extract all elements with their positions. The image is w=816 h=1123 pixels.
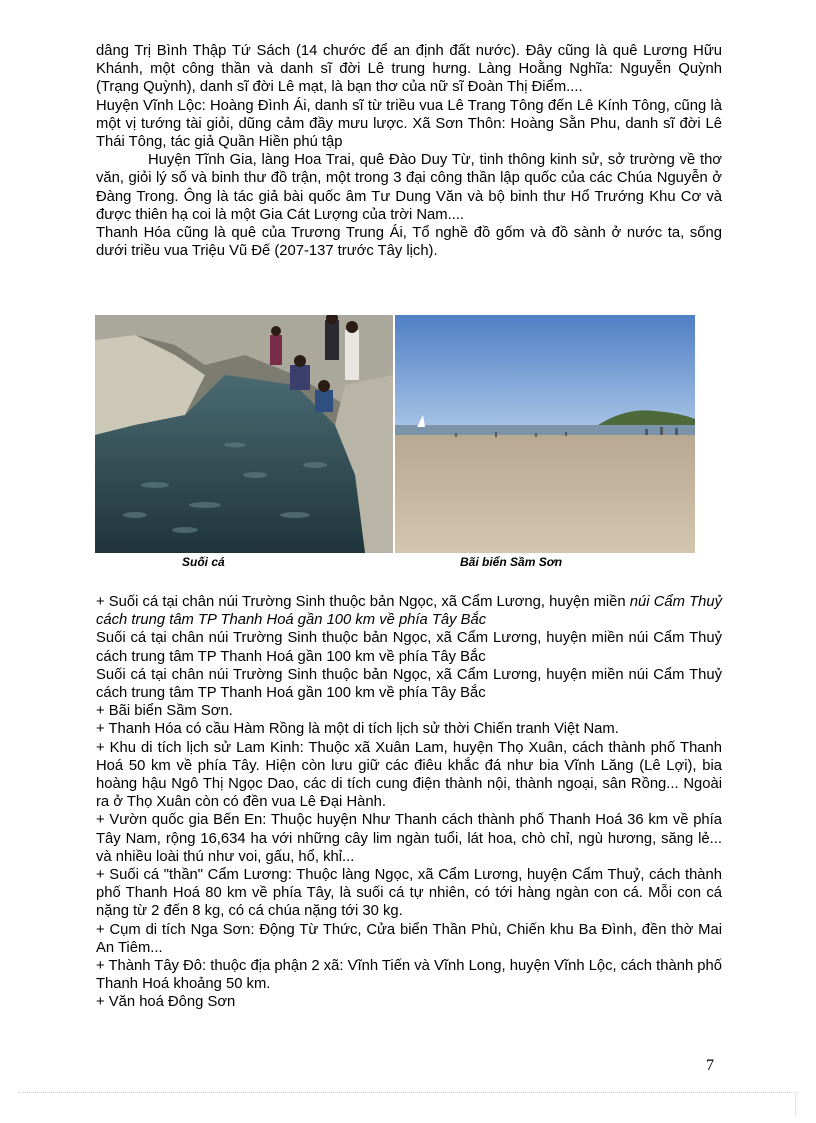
paragraph: + Khu di tích lịch sử Lam Kinh: Thuộc xã Xuân Lam, huyện Thọ Xuân, cách thành phố Thanh Hoá 50 km về phía Tây. Hiện còn lưu giữ các điêu khắc đá như bia Vĩnh Lăng (Lê Lợi), bia hoàng hậu Ngô Thị Ngọc Dao, các di tích cung điện thành nội, thành ngoại, sân Rồng... Ngoài ra ở Thọ Xuân còn có đền vua Lê Đại Hành. [96,739,722,811]
paragraph: Huyện Vĩnh Lộc: Hoàng Đình Ái, danh sĩ từ triều vua Lê Trang Tông đến Lê Kính Tông, cũng là một vị tướng tài giỏi, dũng cảm đầy mưu lược. Xã Sơn Thôn: Hoàng Sằn Phu, danh sĩ đời Lê Thái Tông, tác giả Quần Hiền phú tập [96,97,722,151]
paragraph: + Vườn quốc gia Bến En: Thuộc huyện Như Thanh cách thành phố Thanh Hoá 36 km về phía Tây Nam, rộng 16,634 ha với những cây lim ngàn tuổi, lát hoa, chò chỉ, ngù hương, săng lẻ... và nhiều loài thú như voi, gấu, hổ, khỉ... [96,812,722,865]
paragraph: + Suối cá "thần" Cẩm Lương: Thuộc làng Ngọc, xã Cẩm Lương, huyện Cẩm Thuỷ, cách thành phố Thanh Hoá 80 km về phía Tây, là suối cá tự nhiên, có tới hàng ngàn con cá. Mỗi con cá nặng từ 2 đến 8 kg, có cá chúa nặng tới 30 kg. [96,867,722,920]
paragraph: dâng Trị Bình Thập Tứ Sách (14 chước để an định đất nước). Đây cũng là quê Lương Hữu Khánh, một công thần và danh sĩ đời Lê trung hưng. Làng Hoằng Nghĩa: Nguyễn Quỳnh (Trạng Quỳnh), danh sĩ đời Lê mạt, là bạn thơ của nữ sĩ Đoàn Thị Điểm.... [96,43,722,96]
page-border-right [795,1092,796,1115]
fish-stream-photo [95,315,393,553]
page-number: 7 [706,1057,714,1074]
photo-row [95,315,695,553]
paragraph: + Thanh Hóa có cầu Hàm Rồng là một di tích lịch sử thời Chiến tranh Việt Nam. [96,721,619,738]
paragraph: + Suối cá tại chân núi Trường Sinh thuộc bản Ngọc, xã Cẩm Lương, huyện miền núi Cẩm Thuỷ cách trung tâm TP Thanh Hoá gần 100 km về phía Tây Bắc [96,594,722,629]
paragraph: Huyện Tĩnh Gia, làng Hoa Trai, quê Đào Duy Từ, tinh thông kinh sử, sở trường về thơ văn, giỏi lý số và binh thư đồ trận, một trong 3 đại công thần lập quốc của các Chúa Nguyễn ở Đàng Trong. Ông là tác giả bài quốc âm Tư Dung Văn và bộ binh thư Hổ Trướng Khu Cơ và được thiên hạ coi là một Gia Cát Lượng của trời Nam.... [96,152,722,223]
paragraph: + Cụm di tích Nga Sơn: Động Từ Thức, Cửa biển Thần Phù, Chiến khu Ba Đình, đền thờ Mai An Tiêm... [96,921,722,956]
photo-caption: Bãi biển Sầm Sơn [460,555,563,569]
paragraph: + Thành Tây Đô: thuộc địa phận 2 xã: Vĩnh Tiến và Vĩnh Long, huyện Vĩnh Lộc, cách thành phố Thanh Hoá khoảng 50 km. [96,958,722,993]
beach-photo [395,315,695,553]
page-border-bottom [18,1092,798,1117]
paragraph: Suối cá tại chân núi Trường Sinh thuộc bản Ngọc, xã Cẩm Lương, huyện miền núi Cẩm Thuỷ cách trung tâm TP Thanh Hoá gần 100 km về phía Tây Bắc [96,666,722,702]
paragraph: Thanh Hóa cũng là quê của Trương Trung Ái, Tổ nghề đồ gốm và đồ sành ở nước ta, sống dưới triều vua Triệu Vũ Đế (207-137 trước Tây lịch). [96,225,722,260]
bottom-text-block [96,593,722,1012]
photo-caption: Suối cá [182,555,225,569]
paragraph: + Bãi biển Sầm Sơn. [96,703,233,720]
paragraph: Suối cá tại chân núi Trường Sinh thuộc bản Ngọc, xã Cẩm Lương, huyện miền núi Cẩm Thuỷ cách trung tâm TP Thanh Hoá gần 100 km về phía Tây Bắc [96,630,722,665]
top-text-block [96,42,722,260]
paragraph: + Văn hoá Đông Sơn [96,994,236,1011]
